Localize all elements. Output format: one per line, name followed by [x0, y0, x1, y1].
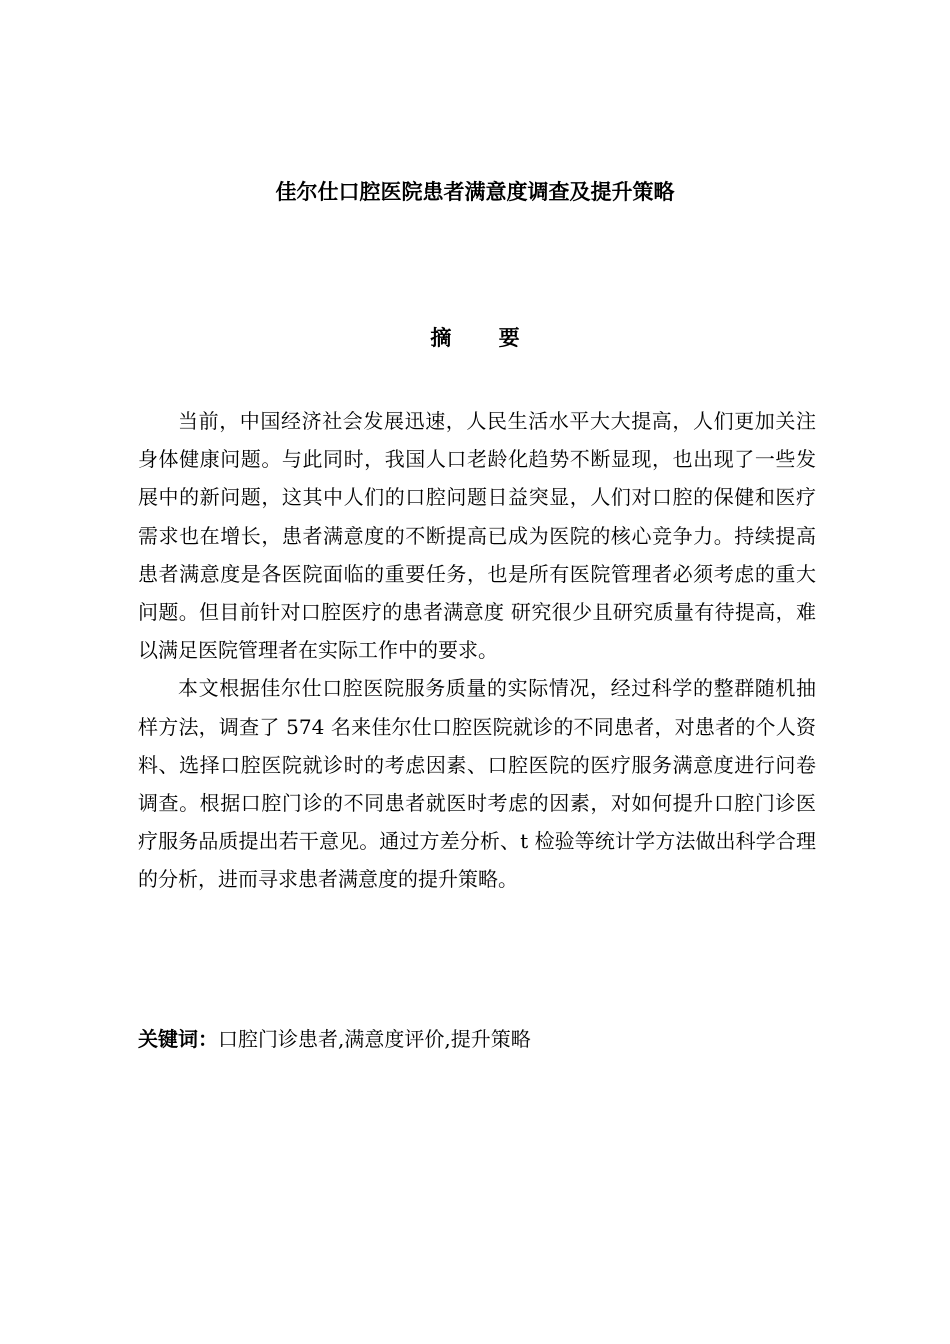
abstract-heading: 摘 要 [430, 326, 540, 350]
abstract-paragraph-2: 本文根据佳尔仕口腔医院服务质量的实际情况，经过科学的整群随机抽样方法，调查了 574 名来佳尔仕口腔医院就诊的不同患者，对患者的个人资料、选择口腔医院就诊时的考虑因素、口腔医院的医疗服务满意度进行问卷调查。根据口腔门诊的不同患者就医时考虑的因素，对如何提升口腔门诊医疗服务品质提出若干意见。通过方差分析、t 检验等统计学方法做出科学合理的分析，进而寻求患者满意度的提升策略。 [138, 676, 816, 892]
abstract-body [138, 402, 816, 899]
keywords-line [138, 1022, 816, 1057]
keywords-label: 关键词： [138, 1027, 218, 1051]
abstract-paragraph-1: 当前，中国经济社会发展迅速，人民生活水平大大提高，人们更加关注身体健康问题。与此同时，我国人口老龄化趋势不断显现，也出现了一些发展中的新问题，这其中人们的口腔问题日益突显，人们对口腔的保健和医疗需求也在增长，患者满意度的不断提高已成为医院的核心竞争力。持续提高患者满意度是各医院面临的重要任务，也是所有医院管理者必须考虑的重大问题。但目前针对口腔医疗的患者满意度 研究很少且研究质量有待提高，难以满足医院管理者在实际工作中的要求。 [138, 409, 816, 663]
keywords-value: 口腔门诊患者,满意度评价,提升策略 [218, 1027, 531, 1051]
document-title: 佳尔仕口腔医院患者满意度调查及提升策略 [275, 180, 675, 204]
